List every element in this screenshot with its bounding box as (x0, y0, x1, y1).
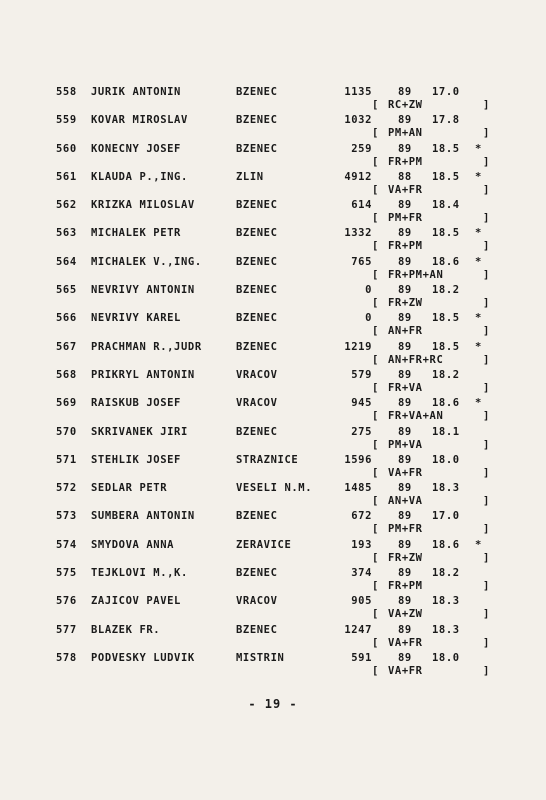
entry-year: 89 (398, 397, 412, 410)
entry-bracket-close: ] (483, 297, 490, 310)
entry-star: * (475, 312, 482, 325)
entry-row (0, 510, 546, 538)
entry-bracket-open: [ (372, 551, 379, 564)
entry-codes: FR+ZW (388, 297, 423, 310)
entry-score: 1332 (344, 227, 372, 240)
entry-number: 575 (56, 567, 77, 580)
entry-town: BZENEC (236, 312, 278, 325)
entry-town: MISTRIN (236, 651, 285, 664)
entry-row (0, 171, 546, 199)
entry-bracket-open: [ (372, 268, 379, 281)
entry-name: BLAZEK FR. (91, 623, 161, 636)
entry-town: BZENEC (236, 284, 278, 297)
entry-number: 573 (56, 510, 77, 523)
entry-value: 18.2 (432, 284, 460, 297)
entry-value: 18.5 (432, 170, 460, 183)
entry-name: KONECNY JOSEF (91, 142, 181, 155)
entry-value: 18.5 (432, 142, 460, 155)
entry-number: 566 (56, 312, 77, 325)
entry-name: SMYDOVA ANNA (91, 538, 175, 551)
entry-score: 672 (351, 510, 372, 523)
entry-score: 0 (365, 284, 372, 297)
entry-codes: VA+FR (388, 636, 423, 649)
entry-row (0, 567, 546, 595)
entry-bracket-close: ] (483, 325, 490, 338)
entry-year: 89 (398, 623, 412, 636)
entry-score: 1219 (344, 340, 372, 353)
entry-year: 89 (398, 425, 412, 438)
entry-year: 89 (398, 368, 412, 381)
entry-codes: FR+ZW (388, 551, 423, 564)
entry-score: 945 (351, 397, 372, 410)
entry-value: 18.3 (432, 623, 460, 636)
entry-value: 18.5 (432, 312, 460, 325)
entry-year: 88 (398, 170, 412, 183)
entry-name: PRIKRYL ANTONIN (91, 368, 195, 381)
entry-year: 89 (398, 312, 412, 325)
entry-codes: FR+PM+AN (388, 268, 444, 281)
entry-town: BZENEC (236, 86, 278, 98)
page-number: - 19 - (248, 697, 298, 711)
entry-score: 1247 (344, 623, 372, 636)
entry-codes: PM+AN (388, 127, 423, 140)
entry-codes: VA+FR (388, 466, 423, 479)
entry-year: 89 (398, 114, 412, 127)
entry-number: 561 (56, 170, 77, 183)
entry-year: 89 (398, 567, 412, 580)
entry-value: 18.0 (432, 651, 460, 664)
entry-number: 571 (56, 453, 77, 466)
entry-name: STEHLIK JOSEF (91, 453, 181, 466)
entry-year: 89 (398, 510, 412, 523)
entry-star: * (475, 255, 482, 268)
entry-row (0, 86, 546, 114)
entry-value: 18.6 (432, 538, 460, 551)
entry-value: 18.5 (432, 227, 460, 240)
entry-bracket-close: ] (483, 155, 490, 168)
entry-year: 89 (398, 482, 412, 495)
entry-bracket-close: ] (483, 240, 490, 253)
entry-row (0, 341, 546, 369)
entry-year: 89 (398, 227, 412, 240)
entry-bracket-open: [ (372, 664, 379, 677)
entry-number: 577 (56, 623, 77, 636)
entry-bracket-close: ] (483, 523, 490, 536)
entry-value: 18.2 (432, 368, 460, 381)
entry-bracket-close: ] (483, 353, 490, 366)
entry-bracket-close: ] (483, 438, 490, 451)
entry-bracket-open: [ (372, 353, 379, 366)
entry-number: 559 (56, 114, 77, 127)
entry-number: 565 (56, 284, 77, 297)
entry-year: 89 (398, 255, 412, 268)
entry-town: BZENEC (236, 227, 278, 240)
entry-town: VRACOV (236, 368, 278, 381)
entry-codes: FR+VA+AN (388, 410, 444, 423)
entry-bracket-close: ] (483, 551, 490, 564)
entry-number: 569 (56, 397, 77, 410)
entry-bracket-open: [ (372, 438, 379, 451)
entry-name: SUMBERA ANTONIN (91, 510, 195, 523)
entry-bracket-close: ] (483, 664, 490, 677)
entry-value: 18.3 (432, 595, 460, 608)
entry-star: * (475, 170, 482, 183)
entry-name: TEJKLOVI M.,K. (91, 567, 188, 580)
entry-town: VRACOV (236, 397, 278, 410)
entry-bracket-open: [ (372, 325, 379, 338)
entry-codes: PM+VA (388, 438, 423, 451)
entry-codes: AN+FR (388, 325, 423, 338)
entry-bracket-open: [ (372, 155, 379, 168)
entry-bracket-open: [ (372, 212, 379, 225)
entry-star: * (475, 538, 482, 551)
entry-number: 570 (56, 425, 77, 438)
entry-year: 89 (398, 142, 412, 155)
entry-name: MICHALEK V.,ING. (91, 255, 202, 268)
entry-year: 89 (398, 86, 412, 98)
entry-town: STRAZNICE (236, 453, 299, 466)
entry-bracket-open: [ (372, 523, 379, 536)
entry-year: 89 (398, 651, 412, 664)
entry-year: 89 (398, 199, 412, 212)
entry-town: BZENEC (236, 340, 278, 353)
entry-score: 275 (351, 425, 372, 438)
entry-bracket-open: [ (372, 495, 379, 508)
entry-bracket-open: [ (372, 636, 379, 649)
entry-name: PRACHMAN R.,JUDR (91, 340, 202, 353)
entry-score: 1135 (344, 86, 372, 98)
entry-row (0, 369, 546, 397)
entry-name: KLAUDA P.,ING. (91, 170, 188, 183)
entry-name: PODVESKY LUDVIK (91, 651, 195, 664)
entry-town: BZENEC (236, 142, 278, 155)
entry-name: RAISKUB JOSEF (91, 397, 181, 410)
entry-town: BZENEC (236, 567, 278, 580)
entry-town: VESELI N.M. (236, 482, 313, 495)
entry-town: BZENEC (236, 623, 278, 636)
entry-score: 259 (351, 142, 372, 155)
entry-year: 89 (398, 340, 412, 353)
entry-codes: FR+VA (388, 381, 423, 394)
entry-row (0, 397, 546, 425)
entry-row (0, 595, 546, 623)
entry-row (0, 312, 546, 340)
entry-codes: RC+ZW (388, 99, 423, 111)
entry-name: ZAJICOV PAVEL (91, 595, 181, 608)
entry-value: 17.0 (432, 510, 460, 523)
entry-bracket-open: [ (372, 183, 379, 196)
entry-number: 563 (56, 227, 77, 240)
entry-codes: VA+ZW (388, 608, 423, 621)
entry-number: 567 (56, 340, 77, 353)
entry-value: 18.2 (432, 567, 460, 580)
entry-value: 17.8 (432, 114, 460, 127)
entry-bracket-open: [ (372, 99, 379, 111)
entry-row (0, 199, 546, 227)
entry-town: ZLIN (236, 170, 264, 183)
entry-row (0, 256, 546, 284)
entry-number: 572 (56, 482, 77, 495)
entry-town: BZENEC (236, 114, 278, 127)
entry-bracket-close: ] (483, 268, 490, 281)
entry-name: NEVRIVY ANTONIN (91, 284, 195, 297)
entry-codes: PM+FR (388, 212, 423, 225)
entry-star: * (475, 397, 482, 410)
entry-codes: AN+FR+RC (388, 353, 444, 366)
entry-codes: FR+PM (388, 155, 423, 168)
entry-year: 89 (398, 453, 412, 466)
entry-town: BZENEC (236, 255, 278, 268)
entry-bracket-close: ] (483, 466, 490, 479)
entry-row (0, 227, 546, 255)
entry-value: 17.0 (432, 86, 460, 98)
entry-score: 374 (351, 567, 372, 580)
entry-list (0, 86, 546, 680)
entry-bracket-close: ] (483, 636, 490, 649)
entry-town: ZERAVICE (236, 538, 292, 551)
entry-codes: PM+FR (388, 523, 423, 536)
entry-row (0, 539, 546, 567)
entry-score: 905 (351, 595, 372, 608)
entry-bracket-close: ] (483, 212, 490, 225)
entry-codes: AN+VA (388, 495, 423, 508)
entry-codes: FR+PM (388, 240, 423, 253)
entry-name: MICHALEK PETR (91, 227, 181, 240)
entry-bracket-open: [ (372, 127, 379, 140)
entry-name: SKRIVANEK JIRI (91, 425, 188, 438)
entry-bracket-open: [ (372, 381, 379, 394)
entry-value: 18.0 (432, 453, 460, 466)
entry-bracket-close: ] (483, 410, 490, 423)
entry-star: * (475, 340, 482, 353)
entry-score: 765 (351, 255, 372, 268)
entry-town: BZENEC (236, 510, 278, 523)
entry-bracket-close: ] (483, 183, 490, 196)
entry-value: 18.6 (432, 397, 460, 410)
entry-bracket-close: ] (483, 495, 490, 508)
entry-value: 18.3 (432, 482, 460, 495)
entry-name: SEDLAR PETR (91, 482, 168, 495)
entry-codes: FR+PM (388, 580, 423, 593)
entry-town: BZENEC (236, 199, 278, 212)
entry-row (0, 284, 546, 312)
entry-bracket-close: ] (483, 381, 490, 394)
entry-number: 568 (56, 368, 77, 381)
entry-bracket-open: [ (372, 608, 379, 621)
entry-score: 614 (351, 199, 372, 212)
entry-bracket-open: [ (372, 580, 379, 593)
entry-value: 18.6 (432, 255, 460, 268)
entry-row (0, 454, 546, 482)
entry-bracket-open: [ (372, 297, 379, 310)
entry-name: KRIZKA MILOSLAV (91, 199, 195, 212)
entry-number: 558 (56, 86, 77, 98)
entry-name: JURIK ANTONIN (91, 86, 181, 98)
entry-year: 89 (398, 538, 412, 551)
entry-town: VRACOV (236, 595, 278, 608)
entry-row (0, 143, 546, 171)
entry-star: * (475, 142, 482, 155)
entry-row (0, 114, 546, 142)
entry-bracket-close: ] (483, 127, 490, 140)
entry-row (0, 482, 546, 510)
entry-number: 576 (56, 595, 77, 608)
entry-bracket-open: [ (372, 466, 379, 479)
entry-score: 1485 (344, 482, 372, 495)
entry-row (0, 624, 546, 652)
entry-number: 574 (56, 538, 77, 551)
entry-row (0, 426, 546, 454)
entry-score: 591 (351, 651, 372, 664)
entry-bracket-open: [ (372, 240, 379, 253)
entry-number: 578 (56, 651, 77, 664)
entry-codes: VA+FR (388, 664, 423, 677)
entry-value: 18.4 (432, 199, 460, 212)
entry-year: 89 (398, 284, 412, 297)
entry-score: 193 (351, 538, 372, 551)
entry-row (0, 652, 546, 680)
entry-codes: VA+FR (388, 183, 423, 196)
entry-value: 18.1 (432, 425, 460, 438)
entry-name: KOVAR MIROSLAV (91, 114, 188, 127)
entry-name: NEVRIVY KAREL (91, 312, 181, 325)
entry-bracket-close: ] (483, 580, 490, 593)
entry-bracket-close: ] (483, 608, 490, 621)
entry-bracket-close: ] (483, 99, 490, 111)
entry-number: 562 (56, 199, 77, 212)
entry-town: BZENEC (236, 425, 278, 438)
entry-score: 1032 (344, 114, 372, 127)
entry-number: 560 (56, 142, 77, 155)
entry-value: 18.5 (432, 340, 460, 353)
entry-score: 4912 (344, 170, 372, 183)
entry-score: 1596 (344, 453, 372, 466)
entry-star: * (475, 227, 482, 240)
entry-score: 579 (351, 368, 372, 381)
entry-bracket-open: [ (372, 410, 379, 423)
entry-score: 0 (365, 312, 372, 325)
entry-number: 564 (56, 255, 77, 268)
entry-year: 89 (398, 595, 412, 608)
